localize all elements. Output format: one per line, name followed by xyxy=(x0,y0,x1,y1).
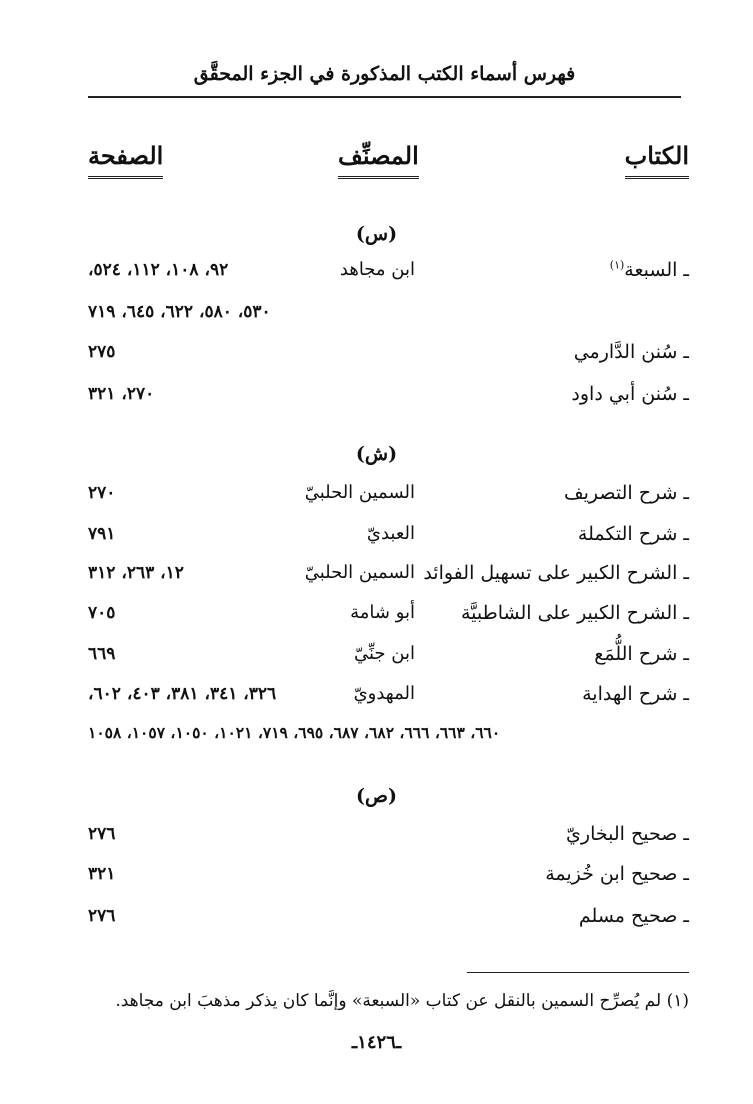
index-entry xyxy=(0,818,753,852)
index-entry xyxy=(0,518,753,552)
page-numbers: ٧٩١ xyxy=(88,524,116,544)
book-title: ـ سُنن الدَّارمي xyxy=(573,341,689,363)
index-entry xyxy=(0,597,753,631)
book-title: ـ السبعة$^{(١)}$ xyxy=(609,258,689,281)
book-title: ـ الشرح الكبير على تسهيل الفوائد xyxy=(423,562,689,584)
page-numbers-continued: ٥٣٠، ٥٨٠، ٦٢٢، ٦٤٥، ٧١٩ xyxy=(88,302,271,322)
author-name: ابن مجاهد xyxy=(339,259,415,280)
book-title: ـ صحيح مسلم xyxy=(578,905,689,927)
book-title: ـ الشرح الكبير على الشاطبيَّة xyxy=(460,602,689,624)
index-entry xyxy=(0,900,753,934)
index-entry xyxy=(0,378,753,412)
page-numbers: ٦٦٩ xyxy=(88,644,116,664)
page-numbers: ٩٢، ١٠٨، ١١٢، ٥٢٤، xyxy=(88,260,229,280)
author-name: السمين الحلبيّ xyxy=(304,562,415,583)
book-title: ـ شرح التصريف xyxy=(563,482,689,504)
author-name: السمين الحلبيّ xyxy=(304,482,415,503)
column-header-author: المصنِّف xyxy=(338,140,419,179)
index-entry xyxy=(0,557,753,591)
section-letter-sad: (ص) xyxy=(356,785,397,807)
book-title: ـ شرح اللُّمَع xyxy=(594,643,689,665)
footnote-marker: (١) xyxy=(609,258,625,272)
page-number: ـ١٤٢٦ـ xyxy=(351,1032,402,1053)
index-entry xyxy=(0,678,753,712)
book-title: ـ شرح التكملة xyxy=(577,523,689,545)
author-name: العبديّ xyxy=(366,523,415,544)
index-entry xyxy=(0,336,753,370)
author-name: المهدويّ xyxy=(353,683,415,704)
page-numbers: ٢٧٠ xyxy=(88,483,116,503)
running-head: فهرس أسماء الكتب المذكورة في الجزء المحقَّق xyxy=(88,54,681,98)
index-entry xyxy=(0,477,753,511)
book-title: ـ سُنن أبي داود xyxy=(571,383,689,405)
author-name: ابن جنِّيّ xyxy=(354,643,415,664)
page-numbers: ٢٧٦ xyxy=(88,824,116,844)
book-title: ـ شرح الهداية xyxy=(582,683,689,705)
column-header-book: الكتاب xyxy=(625,140,689,179)
page-numbers: ٣٢١ xyxy=(88,864,116,884)
page-numbers: ٣٢٦، ٣٤١، ٣٨١، ٤٠٣، ٦٠٢، xyxy=(88,684,277,704)
book-title: ـ صحيح ابن خُزيمة xyxy=(545,863,689,885)
footnote-divider xyxy=(467,972,689,973)
index-entry xyxy=(0,638,753,672)
index-entry xyxy=(0,858,753,892)
section-letter-sin: (س) xyxy=(355,223,398,245)
page-numbers: ١٢، ٢٦٣، ٣١٢ xyxy=(88,563,184,583)
book-title: ـ صحيح البخاريّ xyxy=(566,823,689,845)
column-header-page: الصفحة xyxy=(88,140,163,179)
section-letter-shin: (ش) xyxy=(355,443,398,465)
page-numbers: ٧٠٥ xyxy=(88,603,116,623)
page-numbers: ٢٧٦ xyxy=(88,906,116,926)
page-numbers: ٢٧٠، ٣٢١ xyxy=(88,384,155,404)
page-numbers-continued: ٦٦٠، ٦٦٣، ٦٦٦، ٦٨٢، ٦٨٧، ٦٩٥، ٧١٩، ١٠٢١، ١٠٥٠، ١٠٥٧، ١٠٥٨ xyxy=(88,723,501,742)
index-entry xyxy=(0,254,753,288)
author-name: أبو شامة xyxy=(350,602,415,623)
page-numbers: ٢٧٥ xyxy=(88,342,116,362)
footnote: (١) لم يُصرِّح السمين بالنقل عن كتاب «السبعة» وإنَّما كان يذكر مذهبَ ابن مجاهد. xyxy=(115,991,689,1011)
